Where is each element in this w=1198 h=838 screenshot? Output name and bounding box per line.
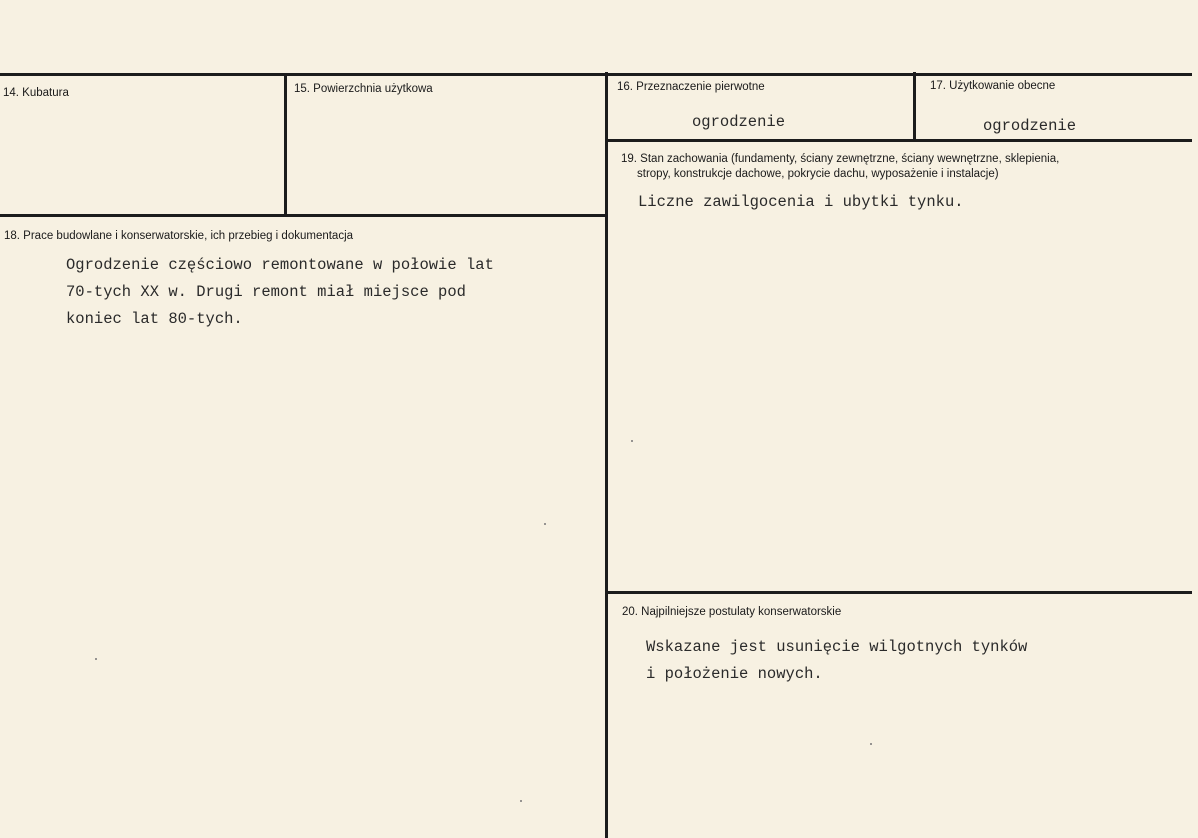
divider-center [605, 72, 608, 838]
top-rule [0, 73, 1192, 76]
field-19-label-line-1: 19. Stan zachowania (fundamenty, ściany zewnętrzne, ściany wewnętrzne, sklepienia, [621, 153, 1060, 165]
field-19-label-line-2: stropy, konstrukcje dachowe, pokrycie dachu, wyposażenie i instalacje) [637, 168, 999, 180]
rule-right-mid [607, 591, 1192, 594]
field-20-label: 20. Najpilniejsze postulaty konserwatorskie [622, 606, 842, 618]
field-19-value: Liczne zawilgocenia i ubytki tynku. [638, 193, 964, 211]
divider-14-15 [284, 74, 287, 216]
field-18-label: 18. Prace budowlane i konserwatorskie, ich przebieg i dokumentacja [4, 230, 354, 242]
paper-speck [95, 658, 97, 660]
field-18-line-1: Ogrodzenie częściowo remontowane w połowie lat [66, 256, 494, 274]
rule-left-mid [0, 214, 608, 217]
field-18-line-3: koniec lat 80-tych. [66, 310, 243, 328]
field-17-label: 17. Użytkowanie obecne [930, 80, 1056, 92]
paper-speck [870, 743, 872, 745]
field-15-label: 15. Powierzchnia użytkowa [294, 83, 433, 95]
field-16-value: ogrodzenie [692, 113, 786, 131]
field-20-line-2: i położenie nowych. [646, 665, 823, 683]
rule-right-top [607, 139, 1192, 142]
paper-speck [520, 800, 522, 802]
divider-16-17 [913, 72, 916, 141]
field-18-text [66, 252, 494, 333]
field-18-line-2: 70-tych XX w. Drugi remont miał miejsce pod [66, 283, 466, 301]
field-20-line-1: Wskazane jest usunięcie wilgotnych tynków [646, 638, 1028, 656]
paper-speck [544, 523, 546, 525]
field-14-label: 14. Kubatura [3, 87, 69, 99]
field-16-label: 16. Przeznaczenie pierwotne [617, 81, 765, 93]
field-17-value: ogrodzenie [983, 117, 1077, 135]
paper-speck [631, 440, 633, 442]
field-20-text [646, 634, 1027, 688]
